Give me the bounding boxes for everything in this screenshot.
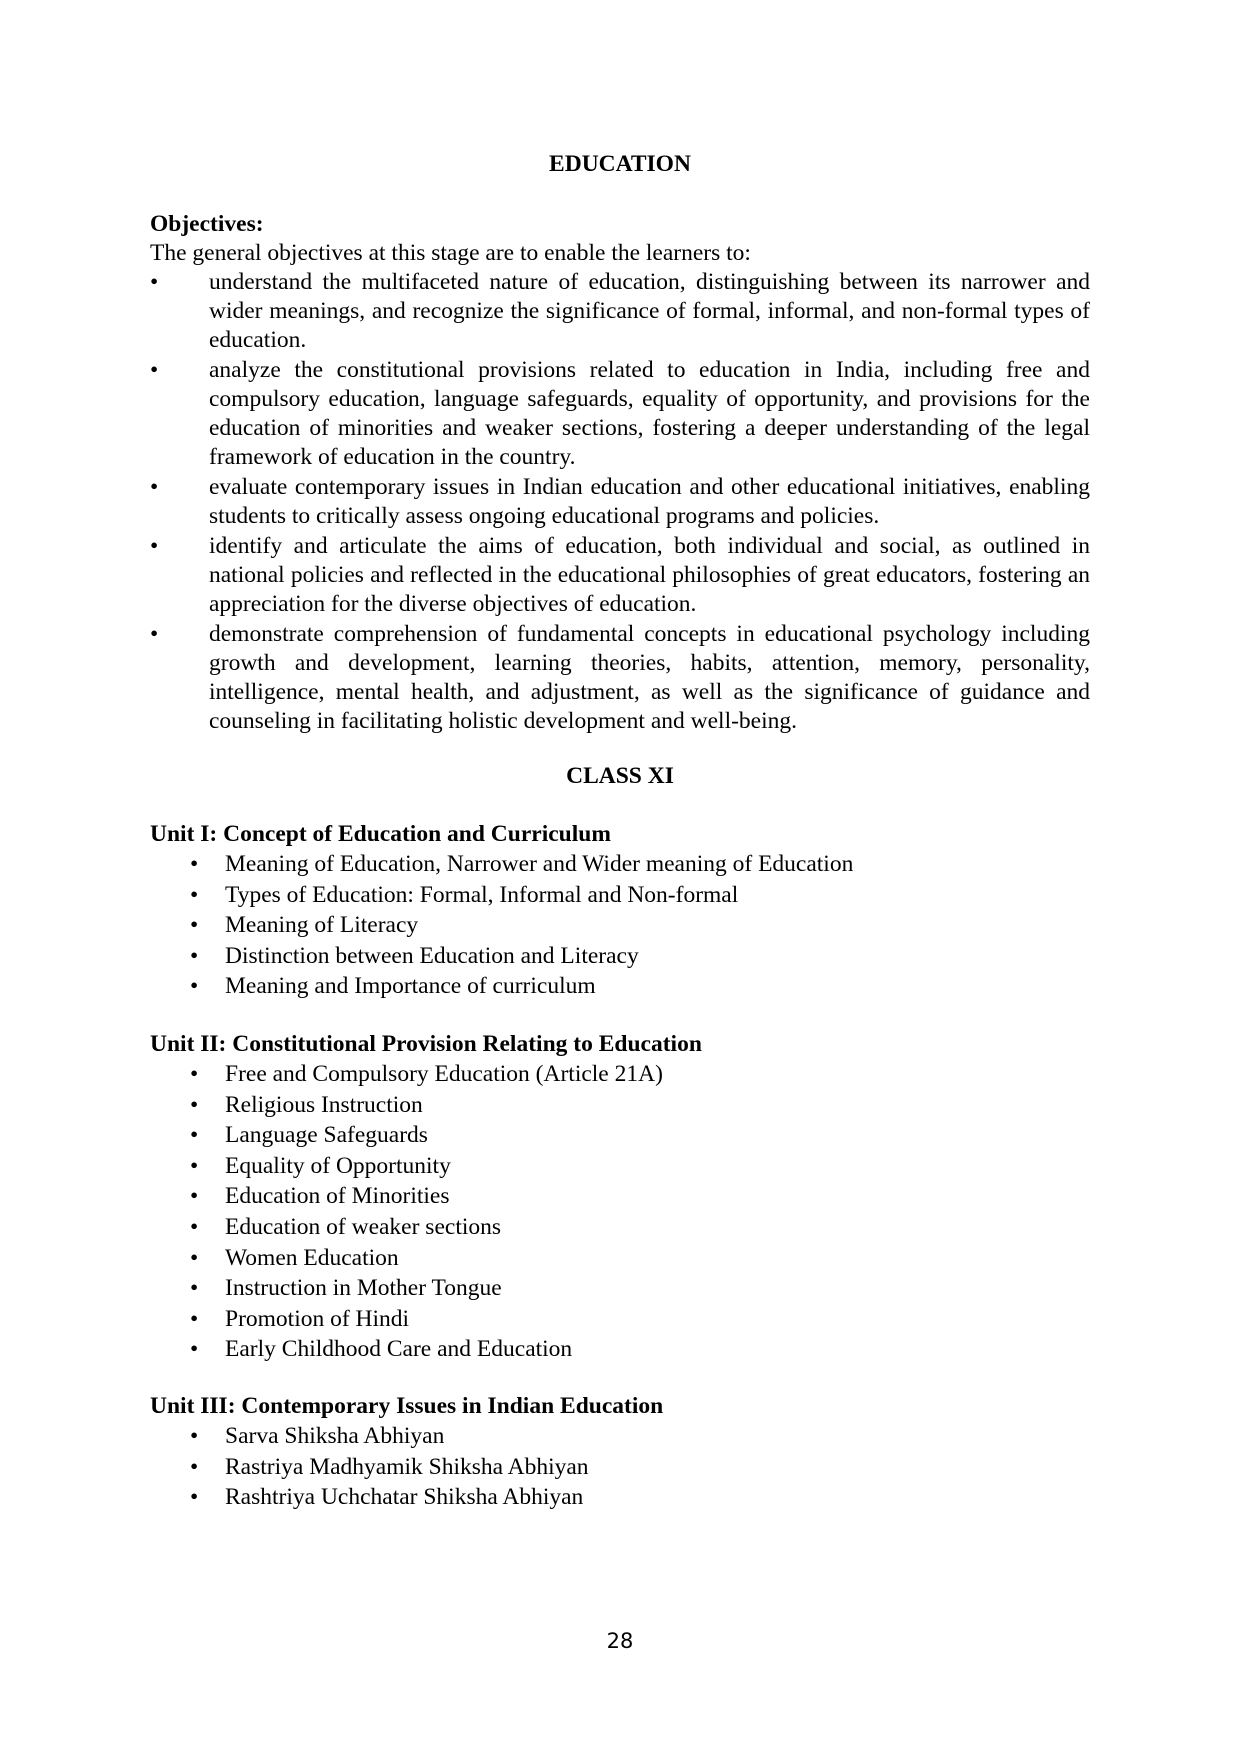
bullet-icon: • — [190, 881, 199, 908]
list-item — [190, 1213, 663, 1244]
bullet-icon: • — [190, 912, 199, 939]
list-item-text: Free and Compulsory Education (Article 21A) — [225, 1061, 663, 1087]
bullet-icon: • — [190, 1213, 199, 1240]
bullet-icon: • — [190, 1244, 199, 1271]
objective-item — [150, 620, 1090, 736]
bullet-icon: • — [190, 942, 199, 969]
list-item-text: Language Safeguards — [225, 1122, 428, 1149]
list-item — [190, 1453, 589, 1484]
bullet-icon: • — [190, 1152, 199, 1179]
list-item — [190, 1422, 589, 1453]
objectives-intro: The general objectives at this stage are to enable the learners to: — [150, 240, 751, 266]
list-item-text: Promotion of Hindi — [225, 1305, 410, 1332]
list-item — [190, 1060, 663, 1091]
list-item-text: Instruction in Mother Tongue — [225, 1275, 502, 1302]
bullet-icon: • — [190, 1423, 199, 1449]
bullet-icon: • — [190, 973, 199, 1000]
class-heading: CLASS XI — [566, 763, 674, 789]
unit-1-list — [190, 850, 853, 1003]
objective-text: identify and articulate the aims of education, both individual and social, as outlined in national policies and reflected in the educational philosophies of great educators, fostering an appreciation for the diverse objectives of education. — [209, 533, 1090, 617]
bullet-icon: • — [150, 621, 159, 647]
bullet-icon: • — [190, 1453, 199, 1480]
objective-text: understand the multifaceted nature of education, distinguishing between its narrower and wider meanings, and recognize the significance of formal, informal, and non-formal types of education. — [209, 269, 1090, 353]
list-item — [190, 1305, 663, 1336]
unit-1-heading: Unit I: Concept of Education and Curriculum — [150, 821, 611, 847]
list-item-text: Education of Minorities — [225, 1183, 450, 1210]
objective-item — [150, 356, 1090, 472]
unit-2-heading: Unit II: Constitutional Provision Relating to Education — [150, 1031, 702, 1057]
bullet-icon: • — [150, 357, 159, 383]
list-item — [190, 1121, 663, 1152]
unit-3-list — [190, 1422, 589, 1514]
list-item-text: Early Childhood Care and Education — [225, 1336, 573, 1363]
list-item-text: Types of Education: Formal, Informal and Non-formal — [225, 881, 739, 908]
bullet-icon: • — [150, 474, 159, 500]
objectives-heading: Objectives: — [150, 211, 264, 237]
bullet-icon: • — [190, 1336, 199, 1363]
objective-text: evaluate contemporary issues in Indian education and other educational initiatives, enabling students to critically assess ongoing educational programs and policies. — [209, 474, 1090, 529]
bullet-icon: • — [190, 1275, 199, 1302]
objective-item — [150, 532, 1090, 619]
objective-text: analyze the constitutional provisions related to education in India, including free and compulsory education, language safeguards, equality of opportunity, and provisions for the education of minorities and weaker sections, fostering a deeper understanding of the legal framework of education in the country. — [209, 357, 1090, 470]
list-item-text: Distinction between Education and Literacy — [225, 942, 639, 969]
list-item — [190, 1091, 663, 1122]
bullet-icon: • — [190, 1305, 199, 1332]
page-title: EDUCATION — [549, 151, 691, 177]
list-item — [190, 1274, 663, 1305]
objective-item — [150, 268, 1090, 355]
list-item-text: Women Education — [225, 1244, 399, 1271]
list-item — [190, 911, 853, 942]
list-item-text: Meaning of Education, Narrower and Wider meaning of Education — [225, 851, 854, 877]
bullet-icon: • — [190, 1091, 199, 1118]
list-item-text: Equality of Opportunity — [225, 1152, 451, 1179]
bullet-icon: • — [190, 1183, 199, 1210]
objective-item — [150, 473, 1090, 531]
objective-text: demonstrate comprehension of fundamental concepts in educational psychology including growth and development, learning theories, habits, attention, memory, personality, intelligence, mental health, and adjustment, as well as the significance of guidance and counseling in facilitating holistic development and well-being. — [209, 621, 1090, 734]
list-item — [190, 1182, 663, 1213]
list-item — [190, 1335, 663, 1366]
bullet-icon: • — [190, 851, 199, 877]
objectives-list — [150, 268, 1090, 737]
list-item — [190, 1483, 589, 1514]
bullet-icon: • — [190, 1061, 199, 1087]
list-item — [190, 942, 853, 973]
bullet-icon: • — [150, 269, 159, 295]
list-item-text: Religious Instruction — [225, 1091, 423, 1118]
list-item — [190, 972, 853, 1003]
list-item-text: Meaning and Importance of curriculum — [225, 973, 596, 1000]
bullet-icon: • — [150, 533, 159, 559]
unit-3-heading: Unit III: Contemporary Issues in Indian Education — [150, 1393, 664, 1419]
list-item-text: Rastriya Madhyamik Shiksha Abhiyan — [225, 1453, 589, 1480]
bullet-icon: • — [190, 1122, 199, 1149]
page-number: 28 — [606, 1629, 634, 1653]
bullet-icon: • — [190, 1484, 199, 1511]
list-item-text: Rashtriya Uchchatar Shiksha Abhiyan — [225, 1484, 584, 1511]
list-item-text: Sarva Shiksha Abhiyan — [225, 1423, 445, 1449]
list-item — [190, 1152, 663, 1183]
list-item — [190, 850, 853, 881]
list-item — [190, 881, 853, 912]
list-item-text: Education of weaker sections — [225, 1213, 502, 1240]
list-item — [190, 1244, 663, 1275]
list-item-text: Meaning of Literacy — [225, 912, 419, 939]
unit-2-list — [190, 1060, 663, 1366]
